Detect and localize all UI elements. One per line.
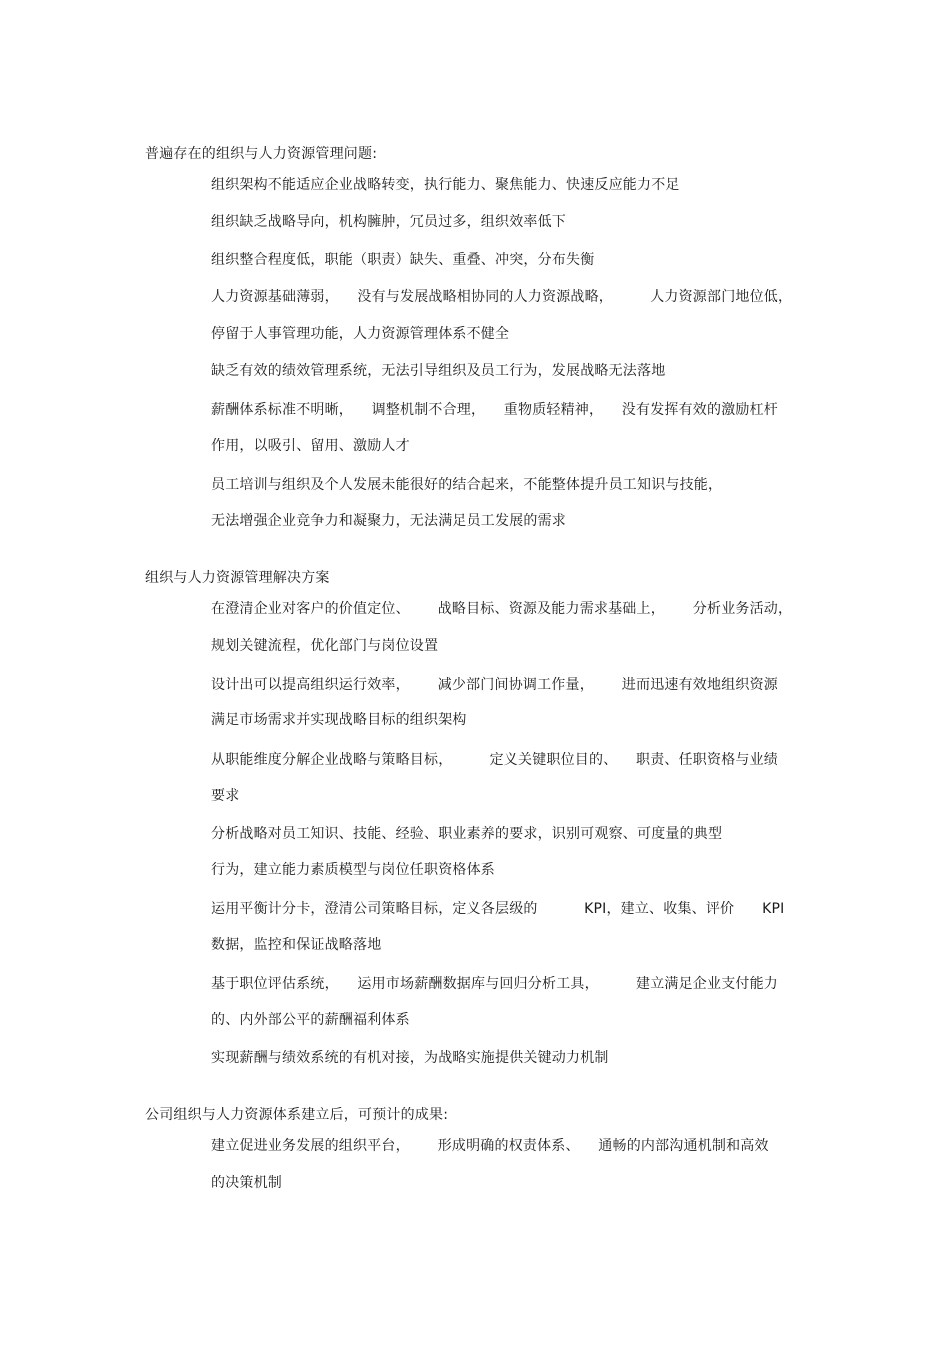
section-heading-solutions: 组织与人力资源管理解决方案: [145, 570, 330, 586]
paragraph-line: 无法增强企业竞争力和凝聚力，无法满足员工发展的需求: [211, 513, 566, 529]
paragraph-line: 数据，监控和保证战略落地: [211, 937, 382, 953]
paragraph-line: 组织架构不能适应企业战略转变，执行能力、聚焦能力、快速反应能力不足: [211, 177, 680, 193]
section-heading-outcomes: 公司组织与人力资源体系建立后，可预计的成果:: [145, 1107, 449, 1123]
paragraph-line: 停留于人事管理功能，人力资源管理体系不健全: [211, 326, 510, 342]
paragraph-line: 行为，建立能力素质模型与岗位任职资格体系: [211, 862, 495, 878]
paragraph-line: 组织缺乏战略导向，机构臃肿，冗员过多，组织效率低下: [211, 214, 566, 230]
paragraph-line: 满足市场需求并实现战略目标的组织架构: [211, 712, 467, 728]
section-heading-problems: 普遍存在的组织与人力资源管理问题:: [145, 146, 378, 162]
paragraph-line: 运用平衡计分卡，澄清公司策略目标，定义各层级的 KPI，建立、收集、评价 KPI: [211, 901, 785, 917]
paragraph-line: 分析战略对员工知识、技能、经验、职业素养的要求，识别可观察、可度量的典型: [211, 826, 723, 842]
paragraph-line: 设计出可以提高组织运行效率， 减少部门间协调工作量， 进而迅速有效地组织资源: [211, 677, 778, 693]
paragraph-line: 的决策机制: [211, 1175, 282, 1191]
paragraph-line: 人力资源基础薄弱， 没有与发展战略相协同的人力资源战略， 人力资源部门地位低，: [211, 289, 793, 305]
paragraph-line: 从职能维度分解企业战略与策略目标， 定义关键职位目的、 职责、任职资格与业绩: [211, 752, 778, 768]
paragraph-line: 建立促进业务发展的组织平台， 形成明确的权责体系、 通畅的内部沟通机制和高效: [211, 1138, 769, 1154]
paragraph-line: 实现薪酬与绩效系统的有机对接，为战略实施提供关键动力机制: [211, 1050, 609, 1066]
paragraph-line: 组织整合程度低，职能（职责）缺失、重叠、冲突，分布失衡: [211, 252, 595, 268]
paragraph-line: 薪酬体系标准不明晰， 调整机制不合理， 重物质轻精神， 没有发挥有效的激励杠杆: [211, 402, 778, 418]
paragraph-line: 员工培训与组织及个人发展未能很好的结合起来，不能整体提升员工知识与技能，: [211, 477, 723, 493]
paragraph-line: 的、内外部公平的薪酬福利体系: [211, 1012, 410, 1028]
paragraph-line: 基于职位评估系统， 运用市场薪酬数据库与回归分析工具， 建立满足企业支付能力: [211, 976, 778, 992]
paragraph-line: 缺乏有效的绩效管理系统，无法引导组织及员工行为，发展战略无法落地: [211, 363, 666, 379]
paragraph-line: 规划关键流程，优化部门与岗位设置: [211, 638, 439, 654]
paragraph-line: 在澄清企业对客户的价值定位、 战略目标、资源及能力需求基础上， 分析业务活动，: [211, 601, 793, 617]
paragraph-line: 要求: [211, 788, 240, 804]
paragraph-line: 作用，以吸引、留用、激励人才: [211, 438, 410, 454]
